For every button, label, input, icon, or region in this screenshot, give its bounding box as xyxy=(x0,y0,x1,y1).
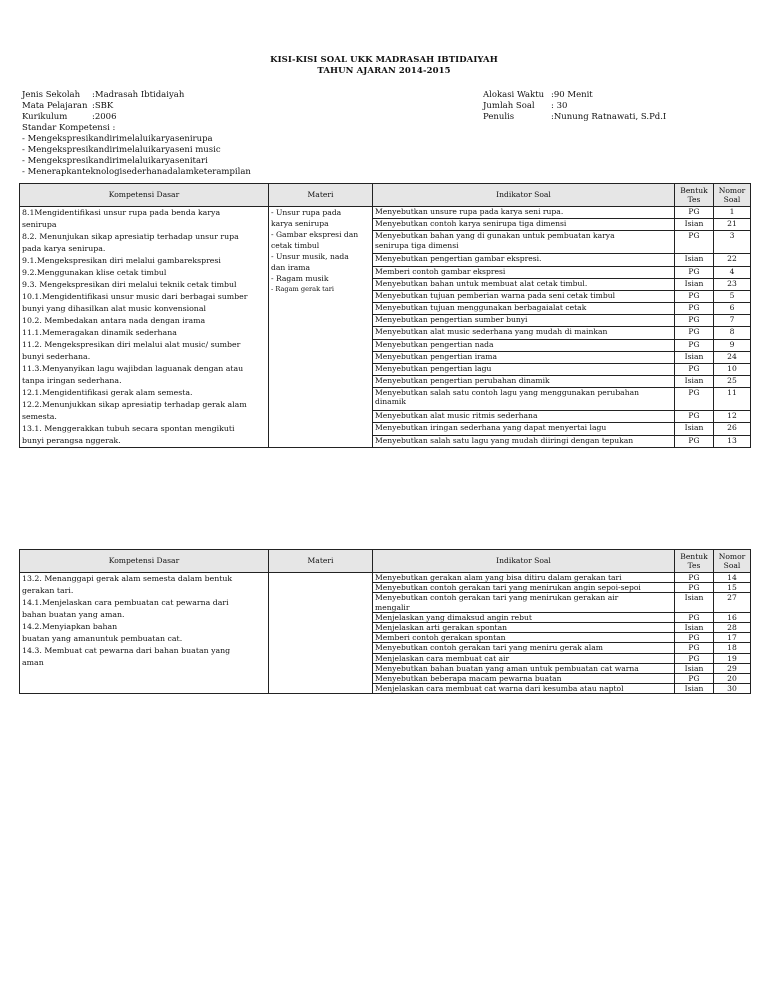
nomor-soal-cell: 29 xyxy=(714,663,751,673)
indikator-text: Menyebutkan salah satu contoh lagu yang menggunakan perubahan xyxy=(375,388,640,398)
info-value: : 30 xyxy=(551,101,568,111)
bentuk-tes-cell: PG xyxy=(675,674,714,684)
bentuk-tes-cell: Isian xyxy=(675,278,714,290)
indikator-cell xyxy=(373,674,675,684)
nomor-soal-cell: 20 xyxy=(714,674,751,684)
indikator-text: Menyebutkan pengertian lagu xyxy=(375,363,492,373)
info-value: :2006 xyxy=(92,112,117,122)
kompetensi-dasar-line: 12.1.Mengidentifikasi gerak alam semesta. xyxy=(22,388,193,397)
indikator-cell xyxy=(373,633,675,643)
kompetensi-dasar-line: 13.1. Menggerakkan tubuh secara spontan mengikuti xyxy=(22,424,235,433)
kompetensi-dasar-line: semesta. xyxy=(22,412,57,421)
table-row xyxy=(20,207,751,219)
kompetensi-dasar-line: 8.1Mengidentifikasi unsur rupa pada benda karya xyxy=(22,208,221,217)
bentuk-tes-cell: Isian xyxy=(675,254,714,266)
table-header-row xyxy=(20,550,751,573)
info-right xyxy=(483,90,666,123)
table-body xyxy=(20,573,751,694)
header-kompetensi-dasar: Kompetensi Dasar xyxy=(20,184,269,207)
indikator-cell xyxy=(373,278,675,290)
kompetensi-dasar-line: 10.1.Mengidentifikasi unsur music dari berbagai sumber xyxy=(22,292,248,301)
indikator-text: Memberi contoh gambar ekspresi xyxy=(375,266,506,276)
bentuk-tes-cell: Isian xyxy=(675,351,714,363)
indikator-cell xyxy=(373,583,675,593)
indikator-cell xyxy=(373,612,675,622)
indikator-cell xyxy=(373,435,675,447)
indikator-cell xyxy=(373,351,675,363)
nomor-soal-cell: 16 xyxy=(714,612,751,622)
info-row xyxy=(483,90,666,101)
nomor-soal-cell: 10 xyxy=(714,363,751,375)
bentuk-tes-cell: PG xyxy=(675,363,714,375)
nomor-soal-cell: 11 xyxy=(714,388,751,411)
document-subtitle: TAHUN AJARAN 2014-2015 xyxy=(317,66,451,76)
header-bentuk-tes: Bentuk Tes xyxy=(675,550,714,573)
bentuk-tes-cell: PG xyxy=(675,388,714,411)
indikator-text: Menyebutkan pengertian perubahan dinamik xyxy=(375,376,550,386)
indikator-text: Menyebutkan contoh gerakan tari yang menirukan gerakan air xyxy=(375,593,619,603)
indikator-text: dinamik xyxy=(375,397,406,407)
bentuk-tes-cell: PG xyxy=(675,435,714,447)
nomor-soal-cell: 9 xyxy=(714,339,751,351)
info-row xyxy=(22,101,251,112)
bentuk-tes-cell: Isian xyxy=(675,376,714,388)
indikator-text: Menyebutkan unsure rupa pada karya seni rupa. xyxy=(375,207,564,216)
table-body xyxy=(20,207,751,448)
kompetensi-dasar-line: 12.2.Menunjukkan sikap apresiatip terhadap gerak alam xyxy=(22,400,247,409)
info-value: :SBK xyxy=(92,101,114,111)
kompetensi-dasar-line: tanpa iringan sederhana. xyxy=(22,376,122,385)
kompetensi-dasar-line: 9.1.Mengekspresikan diri melalui gambarekspresi xyxy=(22,256,221,265)
bentuk-tes-cell: PG xyxy=(675,207,714,219)
kompetensi-dasar-line: gerakan tari. xyxy=(22,586,74,595)
indikator-cell xyxy=(373,643,675,653)
bentuk-tes-cell: Isian xyxy=(675,423,714,435)
standar-item: - Mengekspresikandirimelaluikaryasenirupa xyxy=(22,134,213,144)
bentuk-tes-cell: PG xyxy=(675,303,714,315)
indikator-cell xyxy=(373,219,675,231)
nomor-soal-cell: 18 xyxy=(714,643,751,653)
indikator-cell xyxy=(373,423,675,435)
indikator-cell xyxy=(373,684,675,694)
bentuk-tes-cell: PG xyxy=(675,633,714,643)
nomor-soal-cell: 6 xyxy=(714,303,751,315)
nomor-soal-cell: 13 xyxy=(714,435,751,447)
materi-line: - Unsur rupa pada xyxy=(271,208,342,217)
indikator-cell xyxy=(373,663,675,673)
indikator-text: Menyebutkan bahan buatan yang aman untuk pembuatan cat warna xyxy=(375,663,639,673)
nomor-soal-cell: 1 xyxy=(714,207,751,219)
nomor-soal-cell: 30 xyxy=(714,684,751,694)
kompetensi-dasar-line: 11.3.Menyanyikan lagu wajibdan laguanak dengan atau xyxy=(22,364,244,373)
nomor-soal-cell: 4 xyxy=(714,266,751,278)
kompetensi-dasar-line: bunyi sederhana. xyxy=(22,352,91,361)
header-indikator-soal: Indikator Soal xyxy=(373,184,675,207)
kompetensi-dasar-line: bunyi perangsa nggerak. xyxy=(22,436,121,445)
info-row xyxy=(22,112,251,123)
info-key: Jenis Sekolah xyxy=(22,90,81,100)
nomor-soal-cell: 14 xyxy=(714,573,751,583)
bentuk-tes-cell: PG xyxy=(675,290,714,302)
info-row xyxy=(483,112,666,123)
bentuk-tes-cell: Isian xyxy=(675,684,714,694)
nomor-soal-cell: 21 xyxy=(714,219,751,231)
nomor-soal-cell: 27 xyxy=(714,593,751,612)
bentuk-tes-cell: PG xyxy=(675,411,714,423)
indikator-text: Menyebutkan beberapa macam pewarna buatan xyxy=(375,674,562,684)
materi-line: - Ragam musik xyxy=(271,274,329,283)
nomor-soal-cell: 7 xyxy=(714,315,751,327)
indikator-text: Menjelaskan cara membuat cat air xyxy=(375,653,510,663)
kisi-table-2 xyxy=(19,549,751,694)
indikator-cell xyxy=(373,573,675,583)
standar-item: - Menerapkanteknologisederhanadalamketerampilan xyxy=(22,167,251,177)
indikator-text: Menjelaskan cara membuat cat warna dari kesumba atau naptol xyxy=(375,684,624,694)
document-title: KISI-KISI SOAL UKK MADRASAH IBTIDAIYAH xyxy=(270,55,498,65)
nomor-soal-cell: 26 xyxy=(714,423,751,435)
kompetensi-dasar-line: 8.2. Menunjukan sikap apresiatip terhadap unsur rupa xyxy=(22,232,239,241)
bentuk-tes-cell: Isian xyxy=(675,593,714,612)
bentuk-tes-cell: Isian xyxy=(675,623,714,633)
nomor-soal-cell: 25 xyxy=(714,376,751,388)
kompetensi-dasar-line: 14.1.Menjelaskan cara pembuatan cat pewarna dari xyxy=(22,598,229,607)
materi-line: karya senirupa xyxy=(271,219,329,228)
materi-line: - Ragam gerak tari xyxy=(271,285,335,293)
header-materi: Materi xyxy=(269,550,373,573)
bentuk-tes-cell: PG xyxy=(675,612,714,622)
indikator-cell xyxy=(373,266,675,278)
indikator-text: Menyebutkan bahan untuk membuat alat cetak timbul. xyxy=(375,278,588,288)
indikator-cell xyxy=(373,363,675,375)
nomor-soal-cell: 15 xyxy=(714,583,751,593)
header-bentuk-tes: Bentuk Tes xyxy=(675,184,714,207)
info-value: :Nunung Ratnawati, S.Pd.I xyxy=(551,112,667,122)
indikator-cell xyxy=(373,231,675,254)
nomor-soal-cell: 23 xyxy=(714,278,751,290)
indikator-text: Memberi contoh gerakan spontan xyxy=(375,633,506,643)
indikator-text: Menyebutkan pengertian sumber bunyi xyxy=(375,315,528,325)
indikator-text: Menyebutkan tujuan pemberian warna pada seni cetak timbul xyxy=(375,290,616,300)
indikator-text: Menyebutkan pengertian irama xyxy=(375,351,498,361)
materi-line: cetak timbul xyxy=(271,241,320,250)
kompetensi-dasar-line: 11.1.Memeragakan dinamik sederhana xyxy=(22,328,177,337)
materi-line: dan irama xyxy=(271,263,311,272)
kompetensi-dasar-line: 14.3. Membuat cat pewarna dari bahan buatan yang xyxy=(22,646,231,655)
info-key: Alokasi Waktu xyxy=(483,90,545,100)
info-key: Kurikulum xyxy=(22,112,68,122)
bentuk-tes-cell: Isian xyxy=(675,219,714,231)
info-value: :Madrasah Ibtidaiyah xyxy=(92,90,185,100)
nomor-soal-cell: 3 xyxy=(714,231,751,254)
kompetensi-dasar-line: 14.2.Menyiapkan bahan xyxy=(22,622,118,631)
indikator-text: Menyebutkan gerakan alam yang bisa ditiru dalam gerakan tari xyxy=(375,573,622,582)
nomor-soal-cell: 19 xyxy=(714,653,751,663)
indikator-cell xyxy=(373,254,675,266)
nomor-soal-cell: 12 xyxy=(714,411,751,423)
kompetensi-dasar-line: pada karya senirupa. xyxy=(22,244,106,253)
nomor-soal-cell: 8 xyxy=(714,327,751,339)
indikator-cell xyxy=(373,339,675,351)
kisi-table-1 xyxy=(19,183,751,448)
indikator-cell xyxy=(373,593,675,612)
standar-label: Standar Kompetensi : xyxy=(22,123,116,133)
kompetensi-dasar-line: senirupa xyxy=(22,220,57,229)
header-nomor-soal: Nomor Soal xyxy=(714,550,751,573)
indikator-text: mengalir xyxy=(375,602,410,612)
kompetensi-dasar-line: 9.3. Mengekspresikan diri melalui teknik cetak timbul xyxy=(22,280,237,289)
kompetensi-dasar-line: bahan buatan yang aman. xyxy=(22,610,125,619)
indikator-text: Menyebutkan pengertian gambar ekspresi. xyxy=(375,254,542,264)
bentuk-tes-cell: PG xyxy=(675,653,714,663)
bentuk-tes-cell: PG xyxy=(675,315,714,327)
kompetensi-dasar-line: 13.2. Menanggapi gerak alam semesta dalam bentuk xyxy=(22,574,233,583)
bentuk-tes-cell: PG xyxy=(675,583,714,593)
nomor-soal-cell: 5 xyxy=(714,290,751,302)
bentuk-tes-cell: PG xyxy=(675,231,714,254)
kompetensi-dasar-line: 10.2. Membedakan antara nada dengan irama xyxy=(22,316,206,325)
info-row xyxy=(22,90,251,101)
info-key: Mata Pelajaran xyxy=(22,101,88,111)
kompetensi-dasar-line: bunyi yang dihasilkan alat music konvensional xyxy=(22,304,206,313)
indikator-cell xyxy=(373,315,675,327)
table-row xyxy=(20,573,751,583)
indikator-cell xyxy=(373,653,675,663)
indikator-text: Menyebutkan contoh gerakan tari yang menirukan angin sepoi-sepoi xyxy=(375,583,641,593)
indikator-text: Menjelaskan arti gerakan spontan xyxy=(375,623,507,633)
nomor-soal-cell: 22 xyxy=(714,254,751,266)
indikator-text: Menyebutkan tujuan menggunakan berbagaialat cetak xyxy=(375,303,587,313)
info-left xyxy=(22,90,251,178)
indikator-text: Menyebutkan pengertian nada xyxy=(375,339,494,349)
kompetensi-dasar-cell xyxy=(20,207,269,448)
indikator-cell xyxy=(373,376,675,388)
header-kompetensi-dasar: Kompetensi Dasar xyxy=(20,550,269,573)
bentuk-tes-cell: PG xyxy=(675,327,714,339)
standar-item: - Mengekspresikandirimelaluikaryasenitari xyxy=(22,156,208,166)
kompetensi-dasar-cell xyxy=(20,573,269,694)
kompetensi-dasar-line: 11.2. Mengekspresikan diri melalui alat music/ sumber xyxy=(22,340,241,349)
table-header-row xyxy=(20,184,751,207)
info-key: Penulis xyxy=(483,112,515,122)
indikator-cell xyxy=(373,207,675,219)
indikator-cell xyxy=(373,303,675,315)
materi-cell xyxy=(269,573,373,694)
indikator-cell xyxy=(373,411,675,423)
indikator-text: senirupa tiga dimensi xyxy=(375,240,459,250)
indikator-cell xyxy=(373,290,675,302)
nomor-soal-cell: 28 xyxy=(714,623,751,633)
info-row xyxy=(483,101,666,112)
kompetensi-dasar-line: aman xyxy=(22,658,44,667)
bentuk-tes-cell: PG xyxy=(675,643,714,653)
indikator-cell xyxy=(373,388,675,411)
materi-line: - Gambar ekspresi dan xyxy=(271,230,359,239)
kompetensi-dasar-line: buatan yang amanuntuk pembuatan cat. xyxy=(22,634,183,643)
indikator-text: Menyebutkan alat music ritmis sederhana xyxy=(375,411,538,421)
header-indikator-soal: Indikator Soal xyxy=(373,550,675,573)
bentuk-tes-cell: PG xyxy=(675,339,714,351)
header-nomor-soal: Nomor Soal xyxy=(714,184,751,207)
indikator-cell xyxy=(373,327,675,339)
bentuk-tes-cell: Isian xyxy=(675,663,714,673)
materi-line: - Unsur musik, nada xyxy=(271,252,349,261)
materi-cell xyxy=(269,207,373,448)
nomor-soal-cell: 24 xyxy=(714,351,751,363)
indikator-cell xyxy=(373,623,675,633)
indikator-text: Menyebutkan salah satu lagu yang mudah diiringi dengan tepukan xyxy=(375,435,634,445)
indikator-text: Menyebutkan alat music sederhana yang mudah di mainkan xyxy=(375,327,608,337)
indikator-text: Menyebutkan contoh gerakan tari yang meniru gerak alam xyxy=(375,643,603,653)
nomor-soal-cell: 17 xyxy=(714,633,751,643)
indikator-text: Menyebutkan contoh karya senirupa tiga dimensi xyxy=(375,219,567,229)
indikator-text: Menyebutkan bahan yang di gunakan untuk pembuatan karya xyxy=(375,231,615,241)
bentuk-tes-cell: PG xyxy=(675,573,714,583)
indikator-text: Menyebutkan iringan sederhana yang dapat menyertai lagu xyxy=(375,423,607,433)
info-key: Jumlah Soal xyxy=(483,101,535,111)
standar-item: - Mengekspresikandirimelaluikaryaseni music xyxy=(22,145,221,155)
indikator-text: Menjelaskan yang dimaksud angin rebut xyxy=(375,612,532,622)
header-materi: Materi xyxy=(269,184,373,207)
bentuk-tes-cell: PG xyxy=(675,266,714,278)
kompetensi-dasar-line: 9.2.Menggunakan klise cetak timbul xyxy=(22,268,167,277)
info-value: :90 Menit xyxy=(551,90,593,100)
